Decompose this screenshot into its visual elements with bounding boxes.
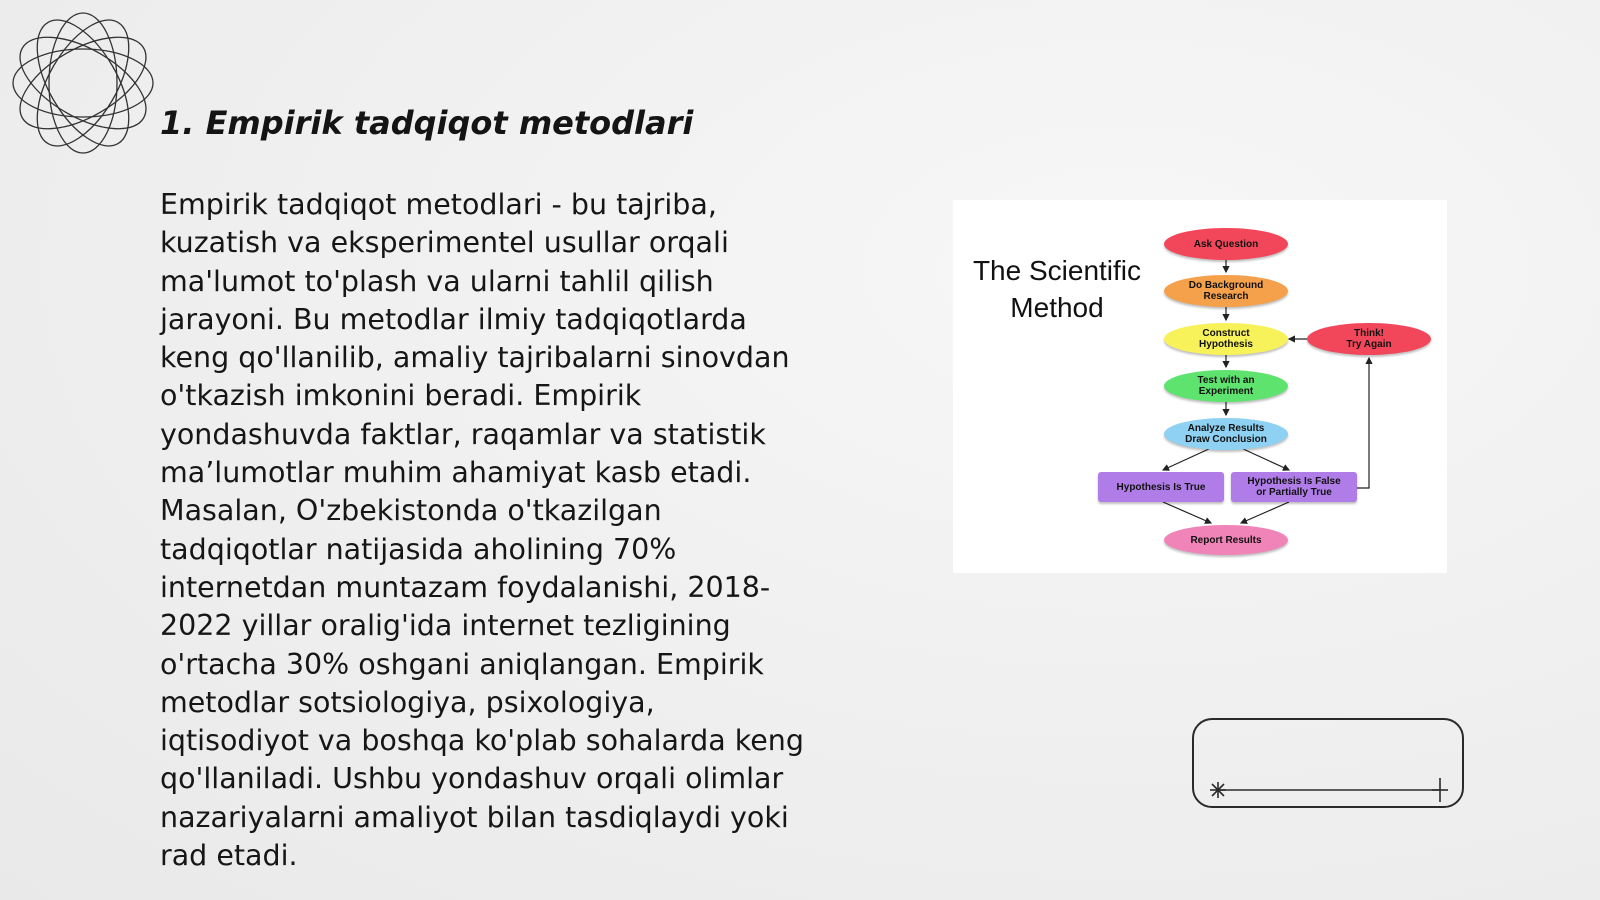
slide-title: 1. Empirik tadqiqot metodlari [160,104,694,142]
node-background-research [1164,275,1288,307]
body-line: Masalan, O'zbekistonda o'tkazilgan [160,494,662,528]
body-line: yondashuvda faktlar, raqamlar va statistik [160,417,766,451]
body-line: Empirik tadqiqot metodlari - bu tajriba, [160,188,717,221]
node-think-try-again [1307,323,1431,355]
node-label: Construct [1202,328,1250,339]
scientific-method-diagram [953,200,1447,573]
diagram-title-line: Method [1010,292,1104,323]
body-line: ma'lumot to'plash va ularni tahlil qilish [160,264,714,298]
body-line: 2022 yillar oralig'ida internet tezligining [160,609,731,643]
node-analyze-results [1164,418,1288,450]
node-label: Research [1203,291,1249,302]
node-label: Draw Conclusion [1185,434,1267,445]
node-label: Hypothesis Is False [1247,476,1341,487]
decorative-slider-box [1192,718,1464,808]
node-label: Hypothesis Is True [1116,481,1206,493]
body-line: kuzatish va eksperimentel usullar orqali [160,226,729,260]
node-label: Ask Question [1193,238,1259,250]
diagram-title-line: The Scientific [972,255,1142,286]
node-label: Analyze Results [1187,423,1265,434]
spirograph-orb-icon [8,8,158,158]
node-label: Experiment [1198,386,1254,397]
body-line: metodlar sotsiologiya, psixologiya, [160,685,655,719]
node-label: Report Results [1190,534,1262,546]
node-report-results [1164,525,1288,555]
body-line: rad etadi. [160,839,298,873]
diagram-title [957,252,1157,326]
body-line: internetdan muntazam foydalanishi, 2018- [160,570,771,604]
body-line: nazariyalarni amaliyot bilan tasdiqlaydi yoki [160,800,789,834]
node-test-experiment [1164,370,1288,402]
body-line: iqtisodiyot va boshqa ko'plab sohalarda keng [160,724,804,758]
node-label: or Partially True [1256,487,1332,498]
body-paragraph [160,186,850,875]
node-hypothesis-true [1098,472,1224,502]
body-line: keng qo'llanilib, amaliy tajribalarni sinovdan [160,341,790,375]
sparkle-icon [1210,782,1226,798]
body-line: qo'llaniladi. Ushbu yondashuv orqali olimlar [160,762,784,796]
body-line: tadqiqotlar natijasida aholining 70% [160,532,677,566]
node-label: Test with an [1197,375,1255,386]
crosshair-star-icon [1432,778,1448,802]
node-label: Think! [1353,328,1384,339]
node-construct-hypothesis [1164,323,1288,355]
body-line: o'rtacha 30% oshgani aniqlangan. Empirik [160,647,764,681]
body-line: ma’lumotlar muhim ahamiyat kasb etadi. [160,456,752,490]
slider-decor [1194,720,1466,810]
body-line: o'tkazish imkonini beradi. Empirik [160,379,642,413]
node-hypothesis-false [1231,472,1357,502]
node-label: Do Background [1188,280,1264,291]
node-label: Try Again [1346,339,1392,350]
node-label: Hypothesis [1199,339,1253,350]
body-line: jarayoni. Bu metodlar ilmiy tadqiqotlarda [160,302,747,336]
node-ask-question [1164,228,1288,260]
